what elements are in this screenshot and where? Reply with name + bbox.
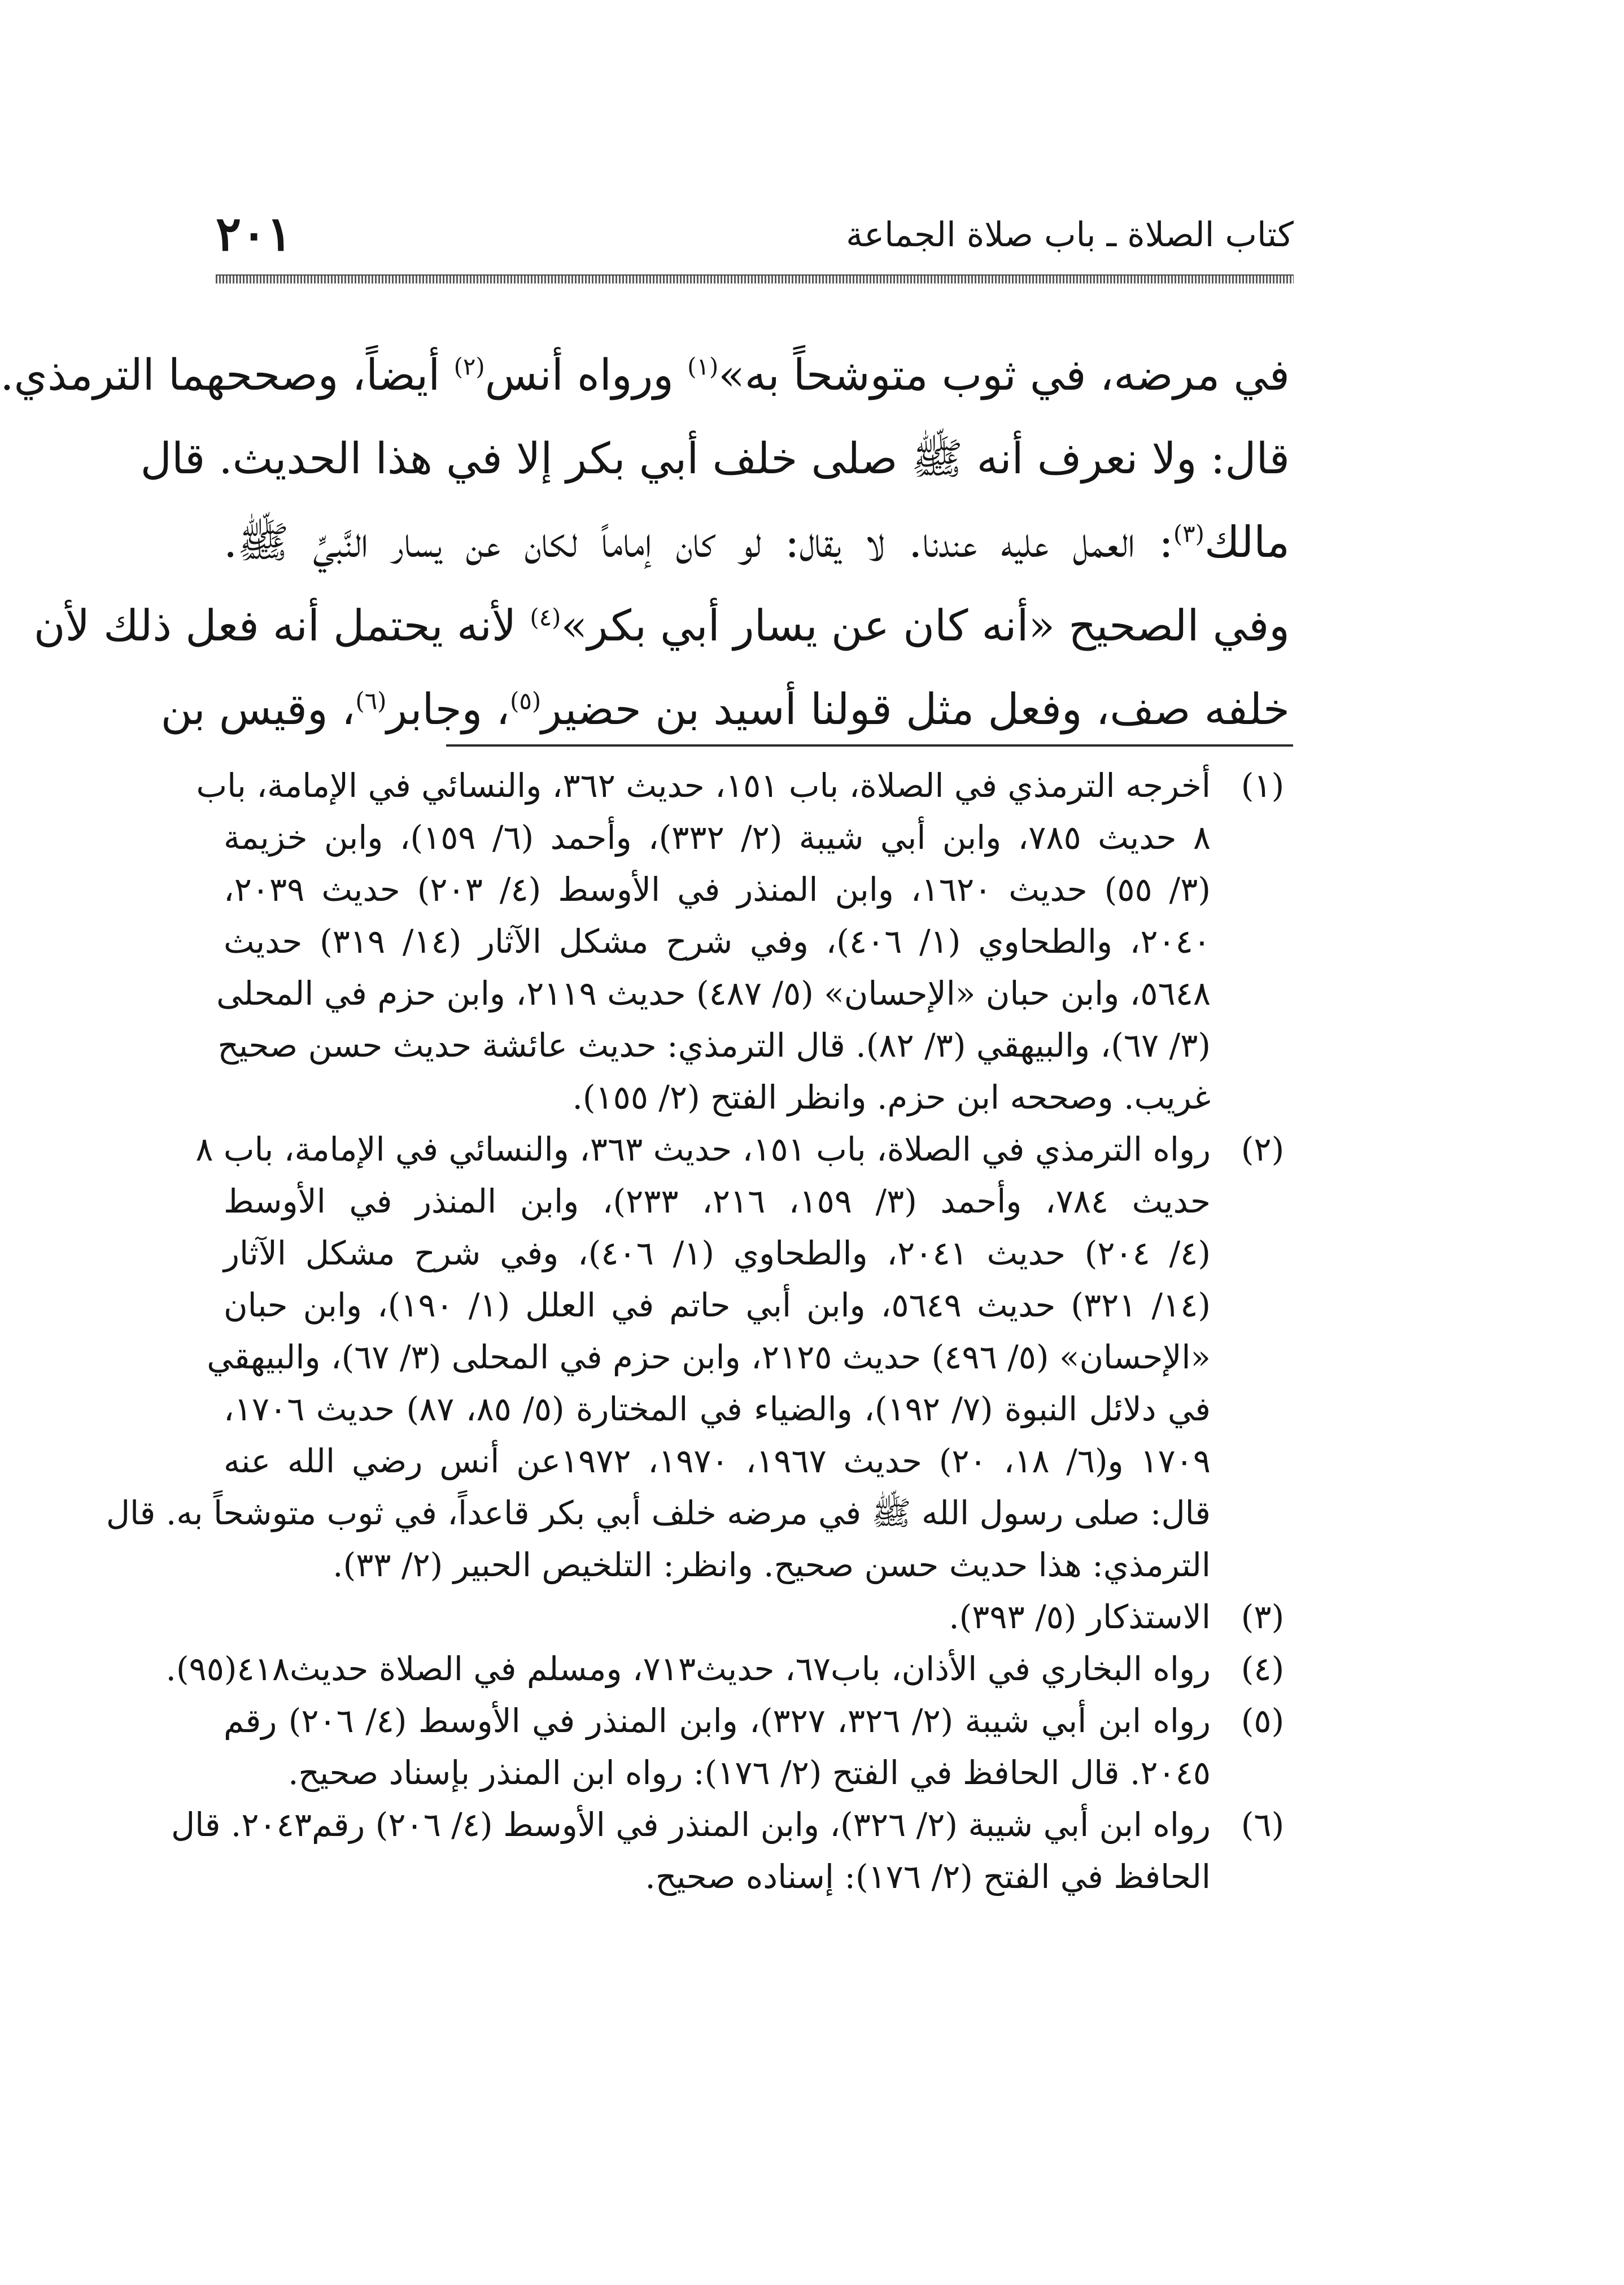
footnote-line: (٣/ ٥٥) حديث ١٦٢٠، وابن المنذر في الأوسط (٤/ ٢٠٣) حديث ٢٠٣٩، — [224, 870, 1211, 909]
footnote-line: غريب. وصححه ابن حزم. وانظر الفتح (٢/ ١٥٥). — [572, 1078, 1211, 1117]
footnote-line: ١٧٠٩ و(٦/ ١٨، ٢٠) حديث ١٩٦٧، ١٩٧٠، ١٩٧٢عن أنس رضي الله عنه — [224, 1442, 1211, 1480]
footnotes — [106, 760, 1296, 1903]
main-text-line — [224, 500, 1290, 584]
footnote-number: (٣) — [1241, 1598, 1285, 1636]
main-text-line — [33, 584, 1290, 668]
text-run: ، وجابر — [386, 684, 510, 734]
footnote-ref[interactable]: (١) — [687, 352, 719, 381]
footnote-line: رواه الترمذي في الصلاة، باب ١٥١، حديث ٣٦٣، والنسائي في الإمامة، باب ٨ — [195, 1130, 1211, 1168]
footnote — [171, 1799, 1296, 1903]
footnote-line: في دلائل النبوة (٧/ ١٩٢)، والضياء في المختارة (٥/ ٨٥، ٨٧) حديث ١٧٠٦، — [224, 1390, 1211, 1428]
text-run: مالك — [1204, 517, 1290, 567]
footnote-line: الحافظ في الفتح (٢/ ١٧٦): إسناده صحيح. — [645, 1857, 1211, 1896]
footnote-line: رواه ابن أبي شيبة (٢/ ٣٢٦)، وابن المنذر في الأوسط (٤/ ٢٠٦) رقم٢٠٤٣. قال — [171, 1806, 1211, 1844]
footnote-ref[interactable]: (٥) — [510, 687, 542, 715]
footnote-line: قال: صلى رسول الله ﷺ في مرضه خلف أبي بكر قاعداً، في ثوب متوشحاً به. قال — [106, 1494, 1211, 1532]
text-run: ، وقيس بن — [160, 684, 356, 734]
footnote-ref[interactable]: (٤) — [530, 603, 561, 631]
header-title: كتاب الصلاة ـ باب صلاة الجماعة — [846, 215, 1294, 255]
text-run: : العمل عليه عندنا. لا يقال: لو كان إماماً لكان عن يسار النَّبيِّ ﷺ. — [224, 517, 1173, 567]
footnote-line: ٥٦٤٨، وابن حبان «الإحسان» (٥/ ٤٨٧) حديث ٢١١٩، وابن حزم في المحلى — [216, 974, 1211, 1013]
footnote — [224, 1695, 1296, 1799]
text-run: في مرضه، في ثوب متوشحاً به» — [718, 350, 1290, 400]
page-number: ٢٠١ — [216, 206, 293, 261]
text-run: لأنه يحتمل أنه فعل ذلك لأن — [33, 600, 530, 651]
footnote-line: الترمذي: هذا حديث حسن صحيح. وانظر: التلخيص الحبير (٢/ ٣٣). — [333, 1546, 1211, 1584]
footnote-line: «الإحسان» (٥/ ٤٩٦) حديث ٢١٢٥، وابن حزم في المحلى (٣/ ٦٧)، والبيهقي — [207, 1338, 1211, 1376]
footnote — [106, 1123, 1296, 1591]
footnote-ref[interactable]: (٢) — [453, 352, 485, 381]
footnote-line: (١٤/ ٣٢١) حديث ٥٦٤٩، وابن أبي حاتم في العلل (١/ ١٩٠)، وابن حبان — [224, 1286, 1211, 1324]
footnote — [224, 1591, 1296, 1643]
footnote-line: أخرجه الترمذي في الصلاة، باب ١٥١، حديث ٣٦٢، والنسائي في الإمامة، باب — [196, 766, 1211, 805]
footnote-number: (٢) — [1241, 1130, 1285, 1168]
main-text — [0, 333, 1290, 751]
footnote-ref[interactable]: (٣) — [1173, 520, 1204, 548]
footnote-line: رواه ابن أبي شيبة (٢/ ٣٢٦، ٣٢٧)، وابن المنذر في الأوسط (٤/ ٢٠٦) رقم — [224, 1702, 1211, 1740]
footnote-line: ٢٠٤٥. قال الحافظ في الفتح (٢/ ١٧٦): رواه ابن المنذر بإسناد صحيح. — [288, 1754, 1211, 1792]
text-run: خلفه صف، وفعل مثل قولنا أسيد بن حضير — [541, 684, 1290, 734]
main-text-line — [140, 417, 1290, 500]
footnote-line: حديث ٧٨٤، وأحمد (٣/ ١٥٩، ٢١٦، ٢٣٣)، وابن المنذر في الأوسط — [224, 1182, 1211, 1220]
header-rule — [216, 274, 1294, 284]
footnote-line: رواه البخاري في الأذان، باب٦٧، حديث٧١٣، ومسلم في الصلاة حديث٤١٨(٩٥). — [165, 1650, 1211, 1688]
footnote-ref[interactable]: (٦) — [355, 687, 387, 715]
footnote — [165, 1643, 1296, 1695]
text-run: وفي الصحيح «أنه كان عن يسار أبي بكر» — [561, 600, 1290, 651]
text-run: قال: ولا نعرف أنه ﷺ صلى خلف أبي بكر إلا في هذا الحديث. قال — [140, 433, 1290, 483]
running-header — [216, 204, 1294, 272]
text-run: ورواه أنس — [484, 350, 688, 400]
footnote-number: (٥) — [1241, 1702, 1285, 1740]
footnote-line: ٨ حديث ٧٨٥، وابن أبي شيبة (٢/ ٣٣٢)، وأحمد (٦/ ١٥٩)، وابن خزيمة — [224, 818, 1211, 857]
footnote-line: (٣/ ٦٧)، والبيهقي (٣/ ٨٢). قال الترمذي: حديث عائشة حديث حسن صحيح — [217, 1026, 1211, 1065]
footnote-line: (٤/ ٢٠٤) حديث ٢٠٤١، والطحاوي (١/ ٤٠٦)، وفي شرح مشكل الآثار — [224, 1234, 1211, 1272]
footnote-number: (٤) — [1241, 1650, 1285, 1688]
text-run: أيضاً، وصححهما الترمذي. — [0, 350, 454, 400]
footnote — [196, 760, 1296, 1123]
main-text-line — [160, 668, 1290, 751]
footnote-line: الاستذكار (٥/ ٣٩٣). — [949, 1598, 1211, 1636]
footnote-separator — [446, 744, 1293, 747]
main-text-line — [0, 333, 1290, 417]
footnote-line: ٢٠٤٠، والطحاوي (١/ ٤٠٦)، وفي شرح مشكل الآثار (١٤/ ٣١٩) حديث — [224, 922, 1211, 961]
footnote-number: (١) — [1241, 766, 1285, 805]
footnote-number: (٦) — [1241, 1806, 1285, 1844]
